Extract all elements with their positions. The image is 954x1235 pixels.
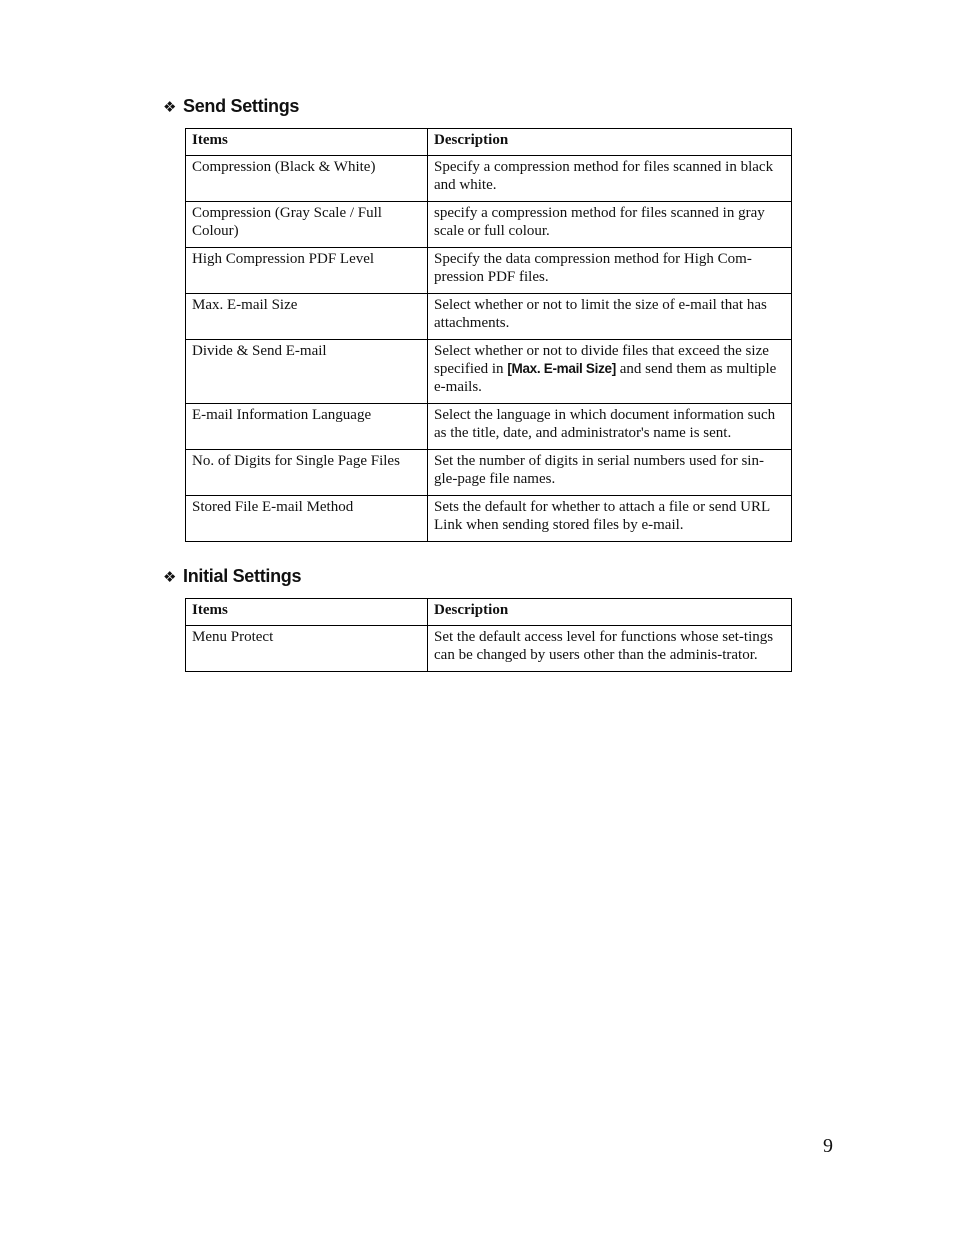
description-cell: Set the default access level for functions whose set-tings can be changed by users other than the adminis-trator. xyxy=(428,626,792,672)
description-cell: Specify the data compression method for High Com-pression PDF files. xyxy=(428,248,792,294)
table-row xyxy=(186,156,792,202)
description-cell: Sets the default for whether to attach a file or send URL Link when sending stored files by e-mail. xyxy=(428,496,792,542)
description-cell: Specify a compression method for files scanned in black and white. xyxy=(428,156,792,202)
description-column-header: Description xyxy=(428,599,792,626)
item-cell: Menu Protect xyxy=(186,626,428,672)
send-settings-title: Send Settings xyxy=(183,96,300,116)
initial-settings-title: Initial Settings xyxy=(183,566,302,586)
initial-settings-table xyxy=(185,598,792,672)
max-email-size-label: [Max. E-mail Size] xyxy=(507,361,616,376)
items-column-header: Items xyxy=(186,599,428,626)
items-column-header: Items xyxy=(186,129,428,156)
description-column-header: Description xyxy=(428,129,792,156)
item-cell: No. of Digits for Single Page Files xyxy=(186,450,428,496)
table-row xyxy=(186,404,792,450)
table-header-row xyxy=(186,129,792,156)
description-cell: Select the language in which document information such as the title, date, and administrator's name is sent. xyxy=(428,404,792,450)
item-cell: Compression (Black & White) xyxy=(186,156,428,202)
table-row xyxy=(186,626,792,672)
description-cell: specify a compression method for files scanned in gray scale or full colour. xyxy=(428,202,792,248)
item-cell: Divide & Send E-mail xyxy=(186,340,428,404)
description-text: Select whether or not to divide files that exceed the size specified in xyxy=(434,343,769,377)
table-row xyxy=(186,248,792,294)
table-row xyxy=(186,496,792,542)
description-text: and send them as multiple e-mails. xyxy=(434,361,777,395)
table-row xyxy=(186,202,792,248)
item-cell: Max. E-mail Size xyxy=(186,294,428,340)
send-settings-table xyxy=(185,128,792,542)
table-row xyxy=(186,294,792,340)
table-row xyxy=(186,450,792,496)
item-cell: Compression (Gray Scale / Full Colour) xyxy=(186,202,428,248)
initial-settings-heading xyxy=(163,565,301,589)
page-number: 9 xyxy=(823,1135,833,1157)
description-cell: Select whether or not to limit the size of e-mail that has attachments. xyxy=(428,294,792,340)
diamond-bullet-icon: ❖ xyxy=(163,99,177,116)
diamond-bullet-icon: ❖ xyxy=(163,569,177,586)
send-settings-heading xyxy=(163,95,299,119)
item-cell: High Compression PDF Level xyxy=(186,248,428,294)
item-cell: E-mail Information Language xyxy=(186,404,428,450)
item-cell: Stored File E-mail Method xyxy=(186,496,428,542)
table-row xyxy=(186,340,792,404)
description-cell: Set the number of digits in serial numbers used for sin-gle-page file names. xyxy=(428,450,792,496)
description-cell xyxy=(428,340,792,404)
table-header-row xyxy=(186,599,792,626)
